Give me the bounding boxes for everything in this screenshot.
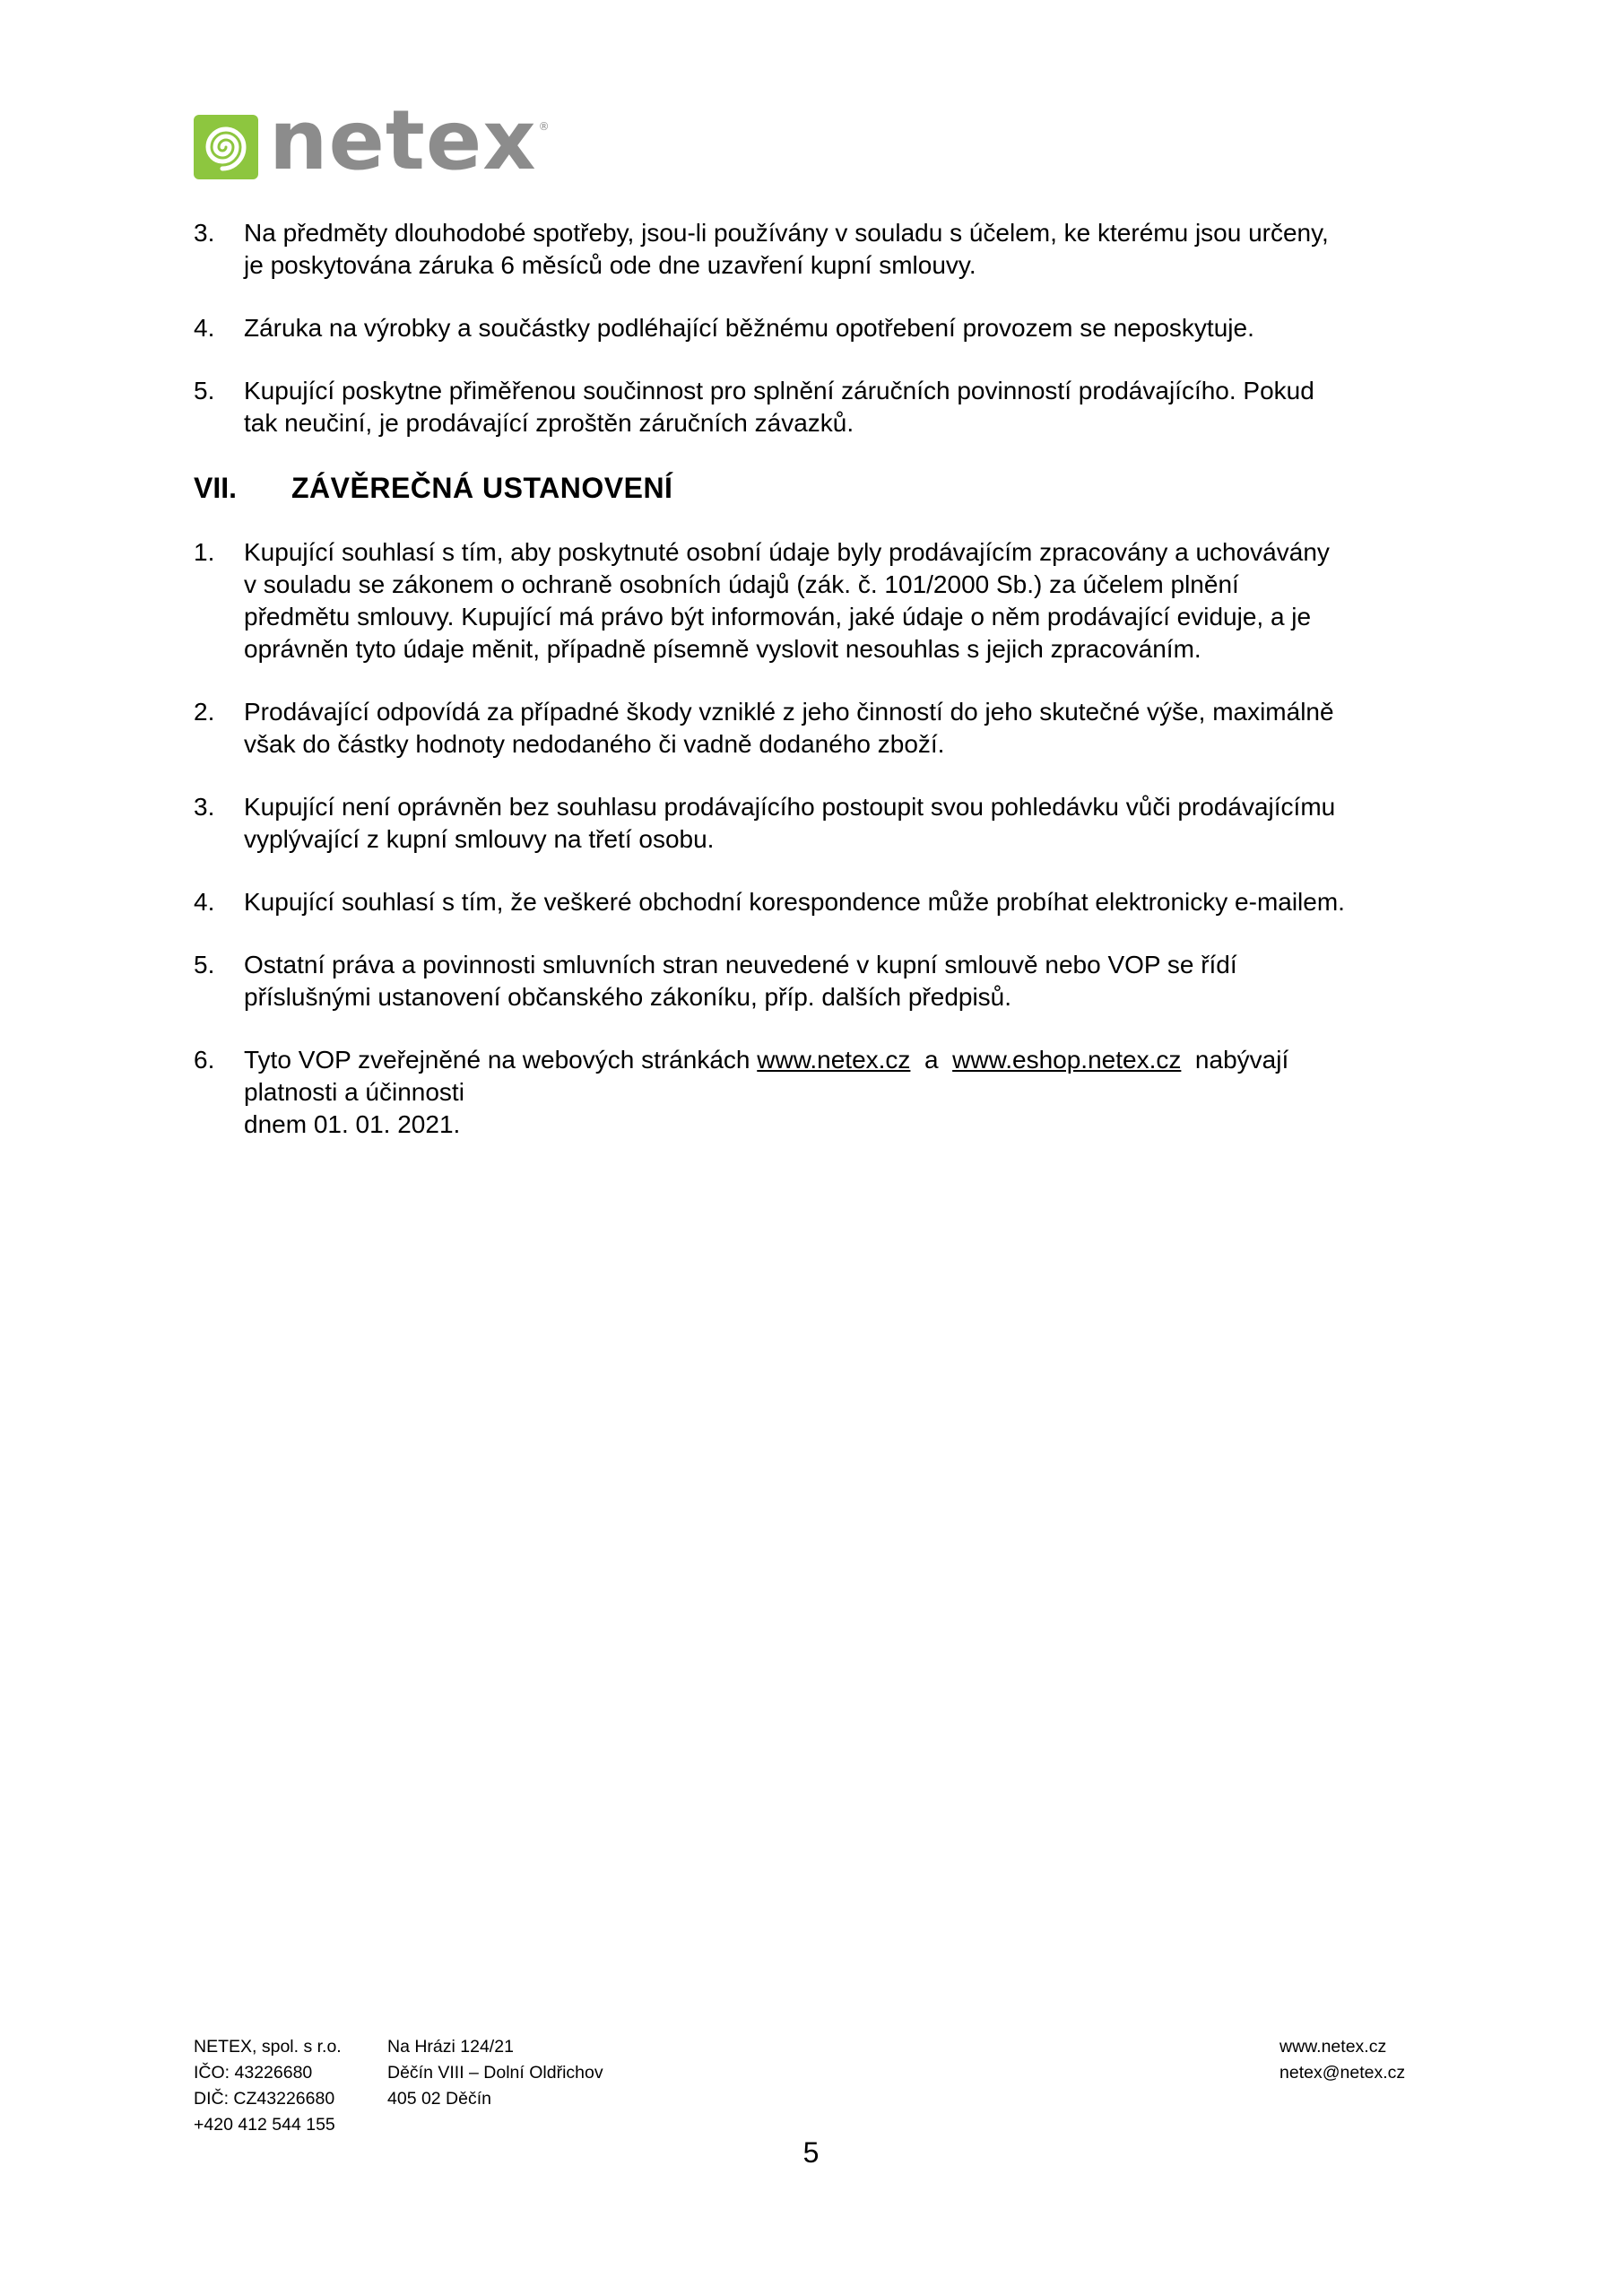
item-text-line: Kupující není oprávněn bez souhlasu prodávajícího postoupit svou pohledávku vůči prodávajícímu xyxy=(244,793,1336,821)
item-text-line: Prodávající odpovídá za případné škody vzniklé z jeho činností do jeho skutečné výše, maximálně xyxy=(244,698,1334,726)
warranty-item-5 xyxy=(194,375,1467,439)
footer-contact xyxy=(1279,2034,1405,2086)
item-text-line: je poskytována záruka 6 měsíců ode dne uzavření kupní smlouvy. xyxy=(244,251,976,279)
item-text-line: příslušnými ustanovení občanského zákoníku, příp. dalších předpisů. xyxy=(244,983,1012,1011)
footer-phone: +420 412 544 155 xyxy=(194,2115,335,2135)
section-roman-numeral: VII. xyxy=(194,472,238,504)
item-text-line: vyplývající z kupní smlouvy na třetí osobu. xyxy=(244,825,715,853)
footer-district: Děčín VIII – Dolní Oldřichov xyxy=(387,2063,603,2083)
item-number: 3. xyxy=(194,793,215,821)
item-text-line: v souladu se zákonem o ochraně osobních údajů (zák. č. 101/2000 Sb.) za účelem plnění xyxy=(244,570,1239,598)
item-text-line: předmětu smlouvy. Kupující má právo být informován, jaké údaje o něm prodávající eviduje, a je xyxy=(244,603,1312,631)
final-item-5 xyxy=(194,949,1467,1013)
item-text-line: Ostatní práva a povinnosti smluvních stran neuvedené v kupní smlouvě nebo VOP se řídí xyxy=(244,951,1237,978)
registered-mark: ® xyxy=(538,120,550,133)
item-text-line: oprávněn tyto údaje měnit, případně písemně vyslovit nesouhlas s jejich zpracováním. xyxy=(244,635,1201,663)
netex-website-link[interactable]: www.netex.cz xyxy=(757,1046,911,1074)
netex-swirl-icon xyxy=(194,115,258,179)
eshop-website-link[interactable]: www.eshop.netex.cz xyxy=(952,1046,1182,1074)
item-text-line: Kupující souhlasí s tím, že veškeré obchodní korespondence může probíhat elektronicky e-mailem. xyxy=(244,888,1345,916)
item-number: 2. xyxy=(194,698,215,726)
footer-company-info xyxy=(194,2034,342,2138)
logo-wordmark: netex xyxy=(269,92,537,188)
item-number: 3. xyxy=(194,219,215,247)
footer-city: 405 02 Děčín xyxy=(387,2089,492,2109)
footer-website: www.netex.cz xyxy=(1279,2037,1387,2057)
warranty-item-3 xyxy=(194,217,1467,282)
item-text: nabývají xyxy=(1181,1046,1289,1074)
item-text: Tyto VOP zveřejněné na webových stránkách xyxy=(244,1046,758,1074)
final-item-1 xyxy=(194,536,1467,665)
item-text-line: platnosti a účinnosti xyxy=(244,1078,464,1106)
item-number: 4. xyxy=(194,888,215,916)
item-text-line: Záruka na výrobky a součástky podléhající běžnému opotřebení provozem se neposkytuje. xyxy=(244,314,1254,342)
item-text-line: však do částky hodnoty nedodaného či vadně dodaného zboží. xyxy=(244,730,945,758)
netex-logo xyxy=(194,92,550,188)
item-text: a xyxy=(910,1046,953,1074)
section-heading xyxy=(194,470,1467,506)
warranty-item-4 xyxy=(194,312,1467,344)
section-title: ZÁVĚREČNÁ USTANOVENÍ xyxy=(291,472,673,504)
final-item-2 xyxy=(194,696,1467,761)
item-text-line xyxy=(244,1044,1467,1076)
page-number: 5 xyxy=(802,2136,820,2169)
footer-email: netex@netex.cz xyxy=(1279,2063,1406,2083)
item-number: 6. xyxy=(194,1046,215,1074)
footer-ico: IČO: 43226680 xyxy=(194,2063,313,2083)
footer-address xyxy=(387,2034,603,2112)
document-body xyxy=(194,217,1467,1141)
item-text-line: tak neučiní, je prodávající zproštěn záručních závazků. xyxy=(244,409,854,437)
item-number: 5. xyxy=(194,951,215,978)
final-item-6 xyxy=(194,1044,1467,1141)
item-text-line: dnem 01. 01. 2021. xyxy=(244,1110,461,1138)
item-text-line: Kupující souhlasí s tím, aby poskytnuté osobní údaje byly prodávajícím zpracovány a uchovávány xyxy=(244,538,1330,566)
item-text-line: Kupující poskytne přiměřenou součinnost pro splnění záručních povinností prodávajícího. Pokud xyxy=(244,377,1314,404)
item-text-line: Na předměty dlouhodobé spotřeby, jsou-li používány v souladu s účelem, ke kterému jsou určeny, xyxy=(244,219,1329,247)
footer-street: Na Hrázi 124/21 xyxy=(387,2037,514,2057)
final-item-4 xyxy=(194,886,1467,918)
item-number: 1. xyxy=(194,538,215,566)
final-item-3 xyxy=(194,791,1467,856)
item-number: 4. xyxy=(194,314,215,342)
footer-dic: DIČ: CZ43226680 xyxy=(194,2089,335,2109)
footer-company-name: NETEX, spol. s r.o. xyxy=(194,2037,342,2057)
item-number: 5. xyxy=(194,377,215,404)
